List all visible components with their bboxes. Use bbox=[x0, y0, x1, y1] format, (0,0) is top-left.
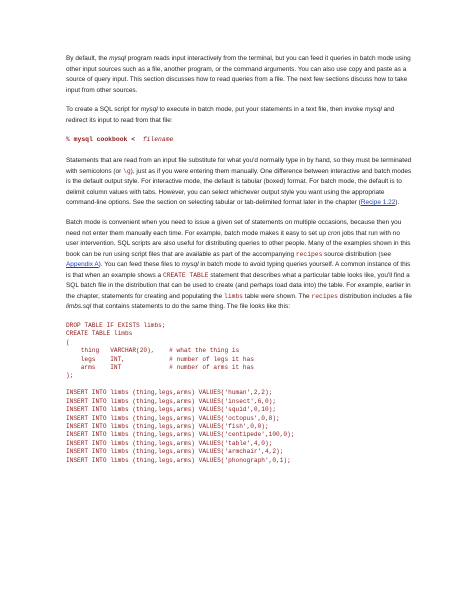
text-run: ). You can feed these files to bbox=[98, 261, 182, 269]
paragraph-create-script bbox=[66, 105, 412, 126]
text-run: jobs that run with no user intervention. SQL scripts are also useful for distributing queries to other people. Many of the examples shown in this book can be run using script files that are available as part of the accompanying bbox=[66, 229, 411, 258]
inline-code: limbs bbox=[224, 292, 243, 300]
paragraph-batch-convenient bbox=[66, 218, 412, 313]
paragraph-batch-mode-intro bbox=[66, 54, 412, 96]
code-line: ); bbox=[66, 372, 74, 380]
text-run: statement that describes what a particular table looks like, you'll find a SQL batch file in the distribution that can be used to create (and perhaps load data into) the table. For example, earlier in the chapter, statements for creating and populating the bbox=[66, 271, 411, 300]
code-line: ( bbox=[66, 338, 70, 346]
inline-code: CREATE TABLE bbox=[162, 271, 209, 279]
code-line: legs INT, # number of legs it has bbox=[66, 355, 254, 363]
code-line: INSERT INTO limbs (thing,legs,arms) VALUES('human',2,2); bbox=[66, 389, 273, 397]
text-run: to execute in batch mode, put your statements in a text file, then invoke bbox=[157, 106, 365, 114]
shell-command: mysql cookbook < bbox=[73, 136, 136, 144]
program-name-mysql: mysql bbox=[181, 261, 199, 269]
text-run: By default, the bbox=[66, 55, 110, 62]
text-run: ). bbox=[395, 199, 400, 207]
text-run: Batch mode is convenient when you need to issue a given set of statements on multiple occasions, because then you need not enter them manually each time. For example, batch mode makes it easy to set up bbox=[66, 219, 402, 237]
text-run: To create a SQL script for bbox=[66, 106, 141, 114]
text-run: table were shown. The bbox=[242, 292, 312, 300]
inline-code: \g bbox=[123, 167, 131, 175]
link-appendix-a[interactable]: Appendix A bbox=[66, 261, 99, 269]
text-run: Statements that are read from an input file substitute for what you'd normally type in by hand, so they must be terminated with semicolons (or bbox=[66, 157, 412, 175]
link-recipe-1-22[interactable]: Recipe 1.22 bbox=[360, 199, 396, 207]
code-line bbox=[66, 381, 412, 389]
command-example bbox=[66, 135, 412, 145]
text-run: ), just as if you were entering them manually. One difference between interactive and batch modes is the default output style. For interactive mode, the default is tabular (boxed) format. For batch mode, the default is to delimit column values with tabs. However, you can select whichever output style you want using the appropriate command-line options. See the section on selecting tabular or tab-delimited format later in the chapter ( bbox=[66, 167, 412, 207]
code-line: INSERT INTO limbs (thing,legs,arms) VALUES('insect',6,0); bbox=[66, 397, 277, 405]
file-name: limbs.sql bbox=[66, 303, 92, 311]
code-line: INSERT INTO limbs (thing,legs,arms) VALUES('phonograph',0,1); bbox=[66, 456, 291, 464]
program-name-mysql: mysql bbox=[364, 106, 382, 114]
code-line: INSERT INTO limbs (thing,legs,arms) VALUES('fish',0,0); bbox=[66, 423, 269, 430]
program-name-cron: cron bbox=[327, 229, 341, 237]
code-line: DROP TABLE IF EXISTS limbs; bbox=[66, 321, 166, 329]
code-line: thing VARCHAR(20), # what the thing is bbox=[66, 347, 240, 355]
code-line: INSERT INTO limbs (thing,legs,arms) VALUES('table',4,0); bbox=[66, 439, 273, 447]
program-name-mysql: mysql bbox=[109, 55, 126, 62]
code-line: INSERT INTO limbs (thing,legs,arms) VALUES('armchair',4,2); bbox=[66, 448, 284, 456]
code-line: INSERT INTO limbs (thing,legs,arms) VALUES('centipede',100,0); bbox=[66, 431, 295, 439]
document-page bbox=[66, 54, 412, 472]
text-run: program reads input interactively from the terminal, but you can feed it queries in batch mode using other input sources such as a file, another program, or the command arguments. You can also use copy and paste as a source of query input. This section discusses how to read queries from a file. The next few sections discuss how to take input from other sources. bbox=[66, 55, 411, 94]
code-line: INSERT INTO limbs (thing,legs,arms) VALUES('octopus',0,8); bbox=[66, 414, 280, 422]
inline-code: recipes bbox=[311, 292, 338, 300]
shell-prompt: % bbox=[66, 136, 74, 144]
sql-code-block bbox=[66, 322, 412, 465]
shell-argument: filename bbox=[135, 136, 174, 144]
code-line: CREATE TABLE limbs bbox=[66, 330, 133, 338]
text-run: that contains statements to do the same thing. The file looks like this: bbox=[91, 303, 290, 311]
text-run: in batch mode to avoid typing queries yourself. A common instance of this is that when an example shows a bbox=[66, 261, 411, 279]
code-line: INSERT INTO limbs (thing,legs,arms) VALUES('squid',0,10); bbox=[66, 406, 277, 414]
inline-code: recipes bbox=[295, 250, 323, 258]
text-run: and redirect its input to read from that file: bbox=[66, 106, 395, 124]
program-name-mysql: mysql bbox=[140, 106, 158, 114]
code-line: arms INT # number of arms it has bbox=[66, 363, 254, 371]
paragraph-input-file bbox=[66, 156, 412, 209]
text-run: distribution includes a file bbox=[337, 292, 412, 300]
text-run: source distribution (see bbox=[322, 250, 391, 258]
